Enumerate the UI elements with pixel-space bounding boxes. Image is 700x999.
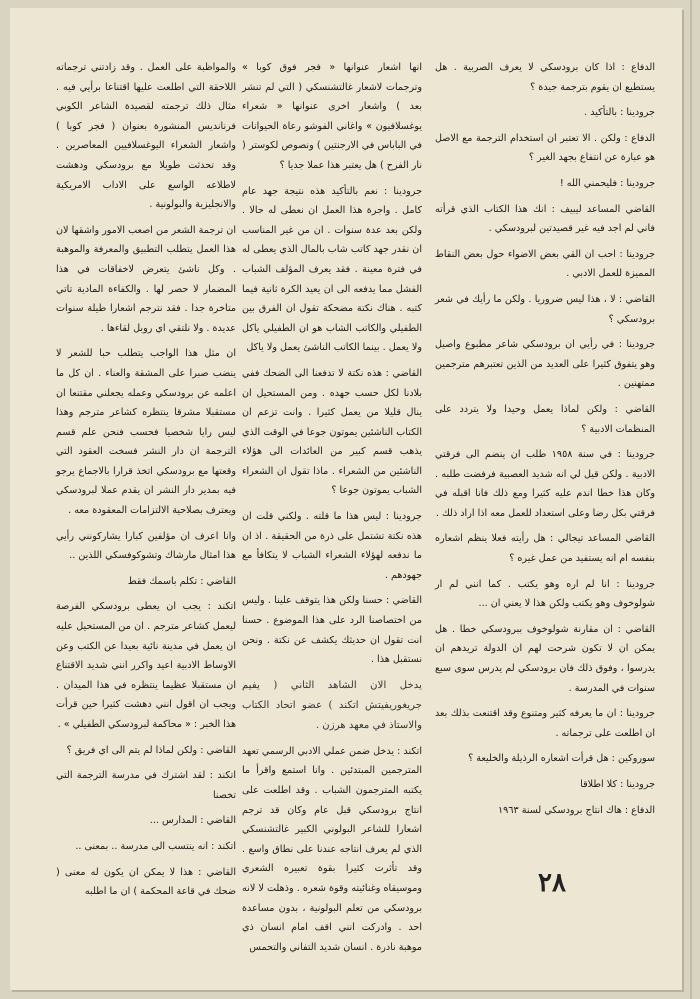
paragraph: القاضي المساعد تيجالي : هل رأيته فعلا ينظم اشعاره بنفسه ام انه يستفيد من عمل غيره ؟ xyxy=(435,533,655,565)
paragraph: القاضي : ولكن لماذا يعمل وحيدا ولا يتردد على المنظمات الادبية ؟ xyxy=(435,403,655,435)
paragraph: والمواظبة على العمل . وقد زادتني ترجماته اللاحقة التي اطلعت عليها اقتناعا برأيي فيه . مثال ذلك ترجمته لقصيدة الشاعر الكوبي فرنانديس المنشورة بعنوان ( فجر كوبا ) واشعار الشعراء اليوغسلافيين المعاصرين . وقد تحدثت طويلا مع برودسكي ودهشت لاطلاعه الواسع على الاداب الامريكية والانجليزية والبولونية . xyxy=(56,62,236,211)
paragraph: القاضي : لا ، هذا ليس ضروريا . ولكن ما رأيك في شعر برودسكي ؟ xyxy=(435,293,655,325)
paragraph: جرودينا : نعم بالتأكيد هذه نتيجة جهد عام كامل . واجرة هذا العمل ان نعطى له حالا . ولكن بعد عدة سنوات . ان من غير المناسب ان نقدر جهد كاتب شاب بالمال الذي يعطى له في فترة معينة . فقد يعرف المؤلف الشباب الفشل مما يدفعه الى ان يعيد الكرة ثانية فيما كتبه . هناك نكتة مضحكة تقول ان الفرق بين الطفيلي والكاتب الشاب هو ان الطفيلي ياكل ولا يعمل . بينما الكاتب الناشئ يعمل ولا ياكل xyxy=(242,185,422,354)
paragraph: جرودينا : كلا اطلاقا xyxy=(580,779,655,790)
text-column-left xyxy=(56,58,236,898)
paragraph: الدفاع : هاك انتاج برودسكي لسنة ١٩٦٣ xyxy=(498,804,655,816)
paragraph: جرودينا : احب ان القي بعض الاضواء حول بعض النقاط المميزة للعمل الادبي . xyxy=(435,248,655,280)
paragraph: جرودينا : انا لم اره وهو يكتب . كما انني لم ار شولوخوف وهو يكتب ولكن هذا لا يعني ان ... xyxy=(435,578,655,610)
paragraph: الدفاع : ولكن . الا تعتبر ان استخدام الترجمة مع الاصل هو عبارة عن انتفاع بجهد الغير ؟ xyxy=(435,132,655,164)
paragraph: جرودينا : فليحمني الله ! xyxy=(559,177,655,189)
paragraph: انها اشعار عنوانها « فجر فوق كوبا » وترجمات لاشعار غالتشنسكي ( التي لم تنشر بعد ) واشعار اخرى عنوانها « شعراء يوغسلافيون » واغاني الفوشو رعاة الحيوانات في الباباس في الارجنتين ) ونصوص لكوستر ( نار الفرح ) هل يعتبر هذا عملا جديا ؟ xyxy=(242,62,422,171)
page-number: ٢٨ xyxy=(538,868,566,898)
paragraph: جرودينا : بالتأكيد . xyxy=(584,107,655,119)
paragraph: جرودينا : في رأيي ان برودسكي شاعر مطبوع واصيل وهو يتفوق كثيرا على العديد من الذين تعتبرهم مترجمين ممتهنين . xyxy=(435,339,655,390)
scanned-page xyxy=(10,8,682,990)
paragraph: ان مثل هذا الواجب يتطلب حبا للشعر لا ينضب صبرا على المشقة والعناء . ان كل ما اعلمه عن برودسكي وعمله يجعلني مقتنعا ان مستقبلا مشرقا ينتظره كشاعر مترجم وهذا ليس رايا شخصيا فحسب فنحن علم قسم الترجمة ان دار النشر فسخت العقود التي وقعتها مع برودسكي اتخذ قرارا بالاجماع يرجو فيه بمدير دار النشر ان يقدم عملا لبرودسكي ويعترف بصلاحية الالتزامات المعقودة معه . xyxy=(56,348,236,517)
paragraph: القاضي المساعد ليبيف : انك هذا الكتاب الذي قرأته فاني لم اجد فيه غير قصيدتين لبرودسكي . xyxy=(435,203,655,235)
paragraph: جرودينا : ان ما يعرفه كثير ومتنوع وقد اقتنعت بذلك بعد ان اطلعت على ترجماته . xyxy=(435,708,655,739)
paragraph: القاضي : تكلم باسمك فقط xyxy=(127,575,236,587)
text-column-middle xyxy=(242,58,422,953)
paragraph: وانا اعرف ان مؤلفين كبارا يشاركونني رأيي هذا امثال مارشاك وتشوكوفسكي اللذين .. xyxy=(56,530,236,562)
paragraph: سوروكين : هل قرأت اشعاره الرذيلة والخليعة ؟ xyxy=(468,753,655,765)
page-edge-divider xyxy=(690,0,692,999)
text-column-right xyxy=(435,58,655,858)
paragraph: القاضي : هذا لا يمكن ان يكون له معنى ( ضحك في قاعة المحكمة ) ان ما اطلبه xyxy=(56,866,236,898)
paragraph: جرودينا : في سنة ١٩٥٨ طلب ان ينضم الى فرقتي الادبية . ولكن قيل لي انه شديد العصبية فرفضت طلبه . وكان هذا خطا اندم عليه كثيرا ومع ذلك فانا اقبله في فرقتي بكل رضا وعلى استعداد للعمل معه اذا اراد ذلك . xyxy=(435,449,655,519)
paragraph: القاضي : المدارس ... xyxy=(149,815,236,827)
paragraph: ان ترجمة الشعر من اصعب الامور واشقها لان هذا العمل يتطلب التطبيق والمعرفة والموهبة . وكل ناشئ يتعرض لاخفاقات في هذا المضمار لا حصر لها . والكفاءة المادية تاتي متاخرة جدا . فقد نترجم اشعارا طيلة سنوات عديدة . ولا نلتقي اي روبل لقاءها . xyxy=(56,224,236,334)
paragraph: جرودينا : ليس هذا ما قلته . ولكني قلت ان هذه نكتة تشتمل على ذرة من الحقيقة . اذ ان ما ندفعه لهؤلاء الشعراء الشباب لا يتكافأ مع جهودهم . xyxy=(242,511,422,581)
paragraph: اتكند : لقد اشترك في مدرسة الترجمة التي تخصنا xyxy=(56,770,236,801)
witness-intro: يدخل الان الشاهد الثاني ( يفيم جريغوريفيتش اتكند ) عضو اتحاد الكتاب والاستاذ في معهد هرزن . xyxy=(242,679,422,731)
paragraph: القاضي : حسنا ولكن هذا يتوقف علينا . وليس من اختصاصنا الرد على هذا الموضوع . حسنا انت تقول ان حديثك يكشف عن نكتة . ونحن نستقبل هذا . xyxy=(242,595,422,666)
paragraph: القاضي : ولكن لماذا لم يتم الى اي فريق ؟ xyxy=(66,744,236,756)
paragraph: اتكند : يجب ان يعطى برودسكي الفرصة ليعمل كشاعر مترجم . ان من المستحيل عليه ان يعمل في مدينة نائية بعيدا عن الكتب وعن الاوساط الادبية اعيد واكرر انني شديد الاقتناع ان مستقبلا عظيما ينتظره في هذا الميدان . ويجب ان اقول انني دهشت كثيرا حين قرأت هذا الخبر : « محاكمة لبرودسكي الطفيلي » . xyxy=(56,601,236,730)
paragraph: اتكند : يدخل ضمن عملي الادبي الرسمي تعهد المترجمين المبتدئين . وانا استمع واقرأ ما يكتبه المترجمون الشباب . وقد اطلعت على انتاج برودسكي قبل عام وكان قد ترجم اشعارا للشاعر البولوني الكبير غالتشنسكي الذي لم يعرف انتاجه عندنا على نطاق واسع . وقد تأثرت كثيرا بقوة تعبيره الشعري وموسيقاه وغنائيته وقوة شعره . وذهلت لا لانه برودسكي من تعلم البولونية ، بدون مساعدة احد . وادركت انني اقف امام انسان ذي موهبة نادرة . انسان شديد التفاني والتحمس xyxy=(242,745,422,953)
paragraph: الدفاع : اذا كان برودسكي لا يعرف الصربية . هل يستطيع ان يقوم بترجمة جيدة ؟ xyxy=(435,62,655,93)
paragraph: القاضي : هذه نكتة لا تدفعنا الى الضحك ففي بلادنا لكل حسب جهده . ومن المستحيل ان ينال قليلا من يعمل كثيرا . وانت تزعم ان الكتاب الناشئين يموتون جوعا في الوقت الذي يذهب قسم كبير من العائدات الى هؤلاء الناشئين من الشعراء . ماذا تقول ان الشعراء الشباب يموتون جوعا ؟ xyxy=(242,367,422,497)
paragraph: القاضي : ان مقارنة شولوخوف ببرودسكي خطا . هل يمكن ان لا تكون شرحت لهم ان الدولة تريدهم ان يدرسوا ، وفوق ذلك فان برودسكي لم يدرس سوى سبع سنوات في المدرسة . xyxy=(435,623,655,694)
paragraph: اتكند : انه ينتسب الى مدرسة .. بمعنى .. xyxy=(75,840,236,852)
